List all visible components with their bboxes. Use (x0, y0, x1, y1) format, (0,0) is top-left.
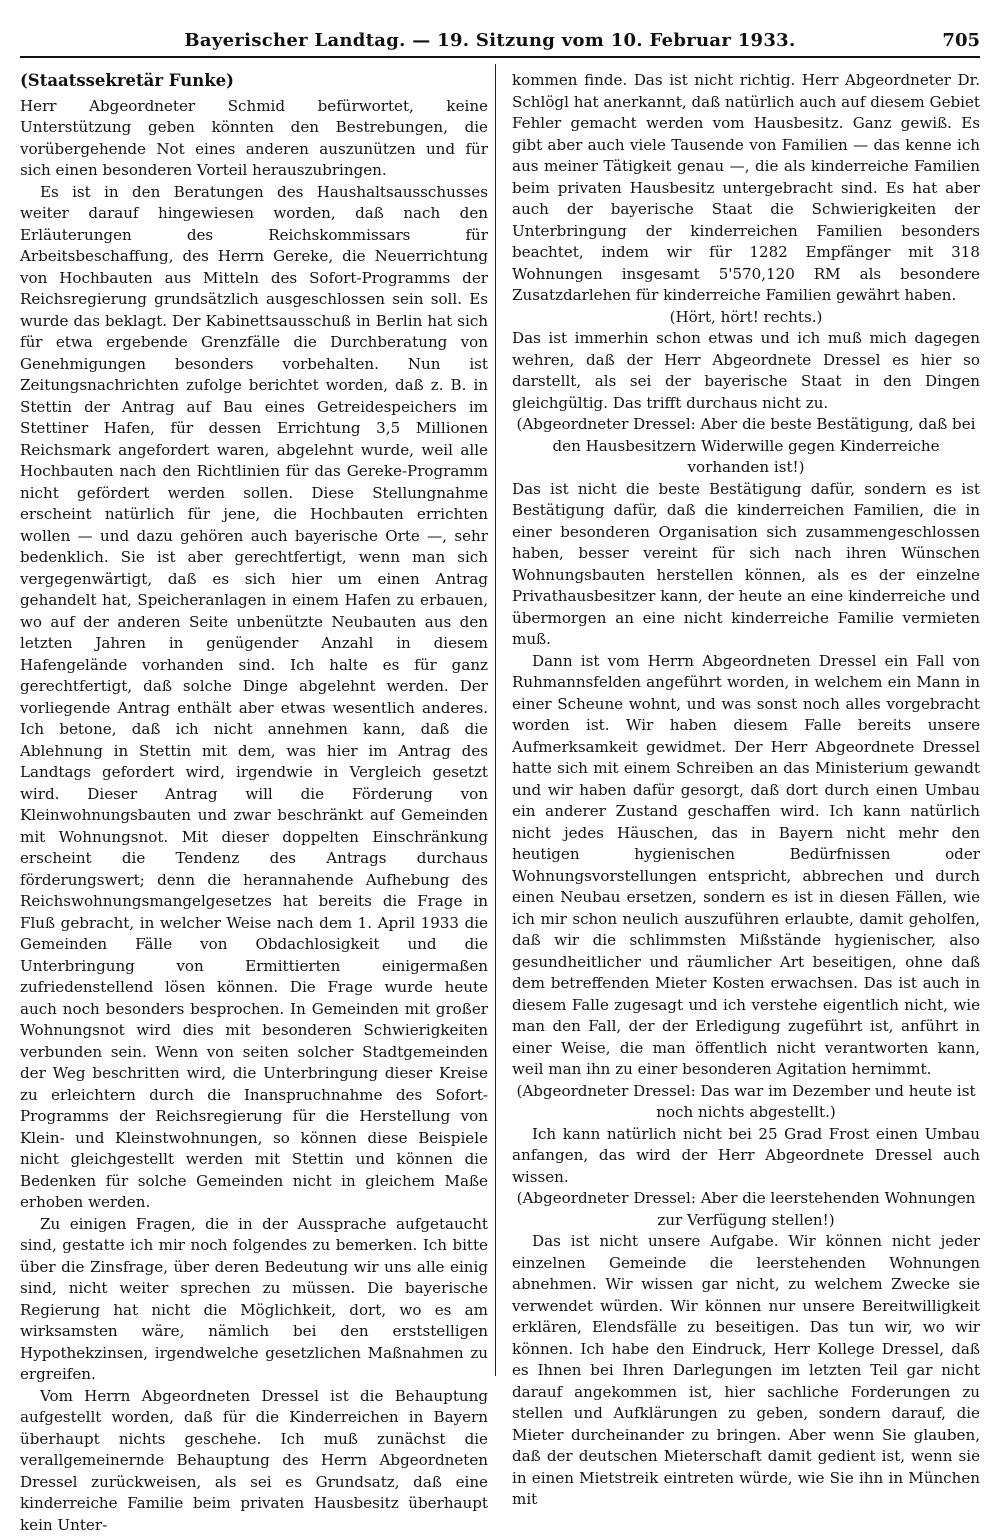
paragraph: Das ist nicht unsere Aufgabe. Wir können nicht jeder einzelnen Gemeinde die leerstehenden Wohnungen abnehmen. Wir wissen gar nicht, zu welchem Zwecke sie verwendet würden. Wir können nur unsere Bereitwilligkeit erklären, Elendsfälle zu beseitigen. Das tun wir, wo wir können. Ich habe den Eindruck, Herr Kollege Dressel, daß es Ihnen bei Ihren Darlegungen im letzten Teil gar nicht darauf angekommen ist, hier sachliche Forderungen zu stellen und Aufklärungen zu geben, sondern darauf, die Mieter durcheinander zu bringen. Aber wenn Sie glauben, daß der deutschen Mieterschaft damit gedient ist, wenn sie in einen Mietstreik eintreten würde, wie Sie ihn in München mit (512, 1231, 980, 1511)
page-number: 705 (942, 30, 980, 51)
paragraph: kommen finde. Das ist nicht richtig. Herr Abgeordneter Dr. Schlögl hat anerkannt, daß natürlich auch auf diesem Gebiet Fehler gemacht werden vom Hausbesitz. Ganz gewiß. Es gibt aber auch viele Tausende von Familien — das kenne ich aus meiner Tätigkeit genau —, die als kinderreiche Familien beim privaten Hausbesitz untergebracht sind. Es hat aber auch der bayerische Staat die Schwierigkeiten der Unterbringung der kinderreichen Familien besonders beachtet, indem wir für 1282 Empfänger mit 318 Wohnungen insgesamt 5'570,120 RM als besondere Zusatzdarlehen für kinderreiche Familien gewährt haben. (512, 70, 980, 307)
running-head: Bayerischer Landtag. — 19. Sitzung vom 10. Februar 1933. (20, 30, 960, 51)
page-header (20, 30, 960, 56)
interjection: (Abgeordneter Dressel: Aber die beste Bestätigung, daß bei den Hausbesitzern Widerwille gegen Kinderreiche vorhanden ist!) (512, 414, 980, 479)
paragraph: Das ist nicht die beste Bestätigung dafür, sondern es ist Bestätigung dafür, daß die kinderreichen Familien, die in einer besonderen Organisation sich zusammengeschlossen haben, besser vereint für sich nach ihren Wünschen Wohnungsbauten herstellen können, als es der einzelne Privathausbesitzer kann, der heute an eine kinderreiche und übermorgen an eine nicht kinderreiche Familie vermieten muß. (512, 479, 980, 651)
paragraph: Es ist in den Beratungen des Haushaltsausschusses weiter darauf hingewiesen worden, daß nach den Erläuterungen des Reichskommissars für Arbeitsbeschaffung, des Herrn Gereke, die Neuerrichtung von Hochbauten aus Mitteln des Sofort-Programms der Reichsregierung grundsätzlich ausgeschlossen sein soll. Es wurde das beklagt. Der Kabinettsausschuß in Berlin hat sich für etwa ergebende Grenzfälle die Durchberatung von Genehmigungen besonders vorbehalten. Nun ist Zeitungsnachrichten zufolge berichtet worden, daß z. B. in Stettin der Antrag auf Bau eines Getreidespeichers im Stettiner Hafen, für dessen Errichtung 3,5 Millionen Reichsmark angefordert waren, abgelehnt wurde, weil alle Hochbauten nach den Richtlinien für das Gereke-Programm nicht gefördert werden sollen. Diese Stellungnahme erscheint natürlich für jene, die Hochbauten errichten wollen — und dazu gehören auch bayerische Orte —, sehr bedenklich. Sie ist aber gerechtfertigt, wenn man sich vergegenwärtigt, daß es sich hier um einen Antrag gehandelt hat, Speicheranlagen in einem Hafen zu erbauen, wo auf der anderen Seite unbenützte Neubauten aus den letzten Jahren in genügender Anzahl in diesem Hafengelände vorhanden sind. Ich halte es für ganz gerechtfertigt, daß solche Dinge abgelehnt werden. Der vorliegende Antrag enthält aber etwas wesentlich anderes. Ich betone, daß ich nicht annehmen kann, daß die Ablehnung in Stettin mit dem, was hier im Antrag des Landtags gefordert wird, irgendwie in Vergleich gesetzt wird. Dieser Antrag will die Förderung von Kleinwohnungsbauten und zwar beschränkt auf Gemeinden mit Wohnungsnot. Mit dieser doppelten Einschränkung erscheint die Tendenz des Antrags durchaus förderungswert; denn die herannahende Aufhebung des Reichswohnungsmangelgesetzes hat bereits die Frage in Fluß gebracht, in welcher Weise nach dem 1. April 1933 die Gemeinden Fälle von Obdachlosigkeit und die Unterbringung von Ermittierten einigermaßen zufriedenstellend lösen können. Die Frage wurde heute auch noch besonders besprochen. In Gemeinden mit großer Wohnungsnot wird dies mit besonderen Schwierigkeiten verbunden sein. Wenn von seiten solcher Stadtgemeinden der Weg beschritten wird, die Unterbringung dieser Kreise zu erleichtern durch die Inanspruchnahme des Sofort-Programms der Reichsregierung für die Herstellung von Klein- und Kleinstwohnungen, so können diese Beispiele nicht gleichgestellt werden mit Stettin und können die Bedenken für solche Gemeinden nicht in gleichem Maße erhoben werden. (20, 182, 488, 1214)
paragraph: Zu einigen Fragen, die in der Aussprache aufgetaucht sind, gestatte ich mir noch folgendes zu bemerken. Ich bitte über die Zinsfrage, über deren Bedeutung wir uns alle einig sind, nicht weiter sprechen zu müssen. Die bayerische Regierung hat nicht die Möglichkeit, dort, wo es am wirksamsten wäre, nämlich bei den erststelligen Hypothekzinsen, irgendwelche gesetzlichen Maßnahmen zu ergreifen. (20, 1214, 488, 1386)
column-divider (495, 64, 496, 1376)
paragraph: Das ist immerhin schon etwas und ich muß mich dagegen wehren, daß der Herr Abgeordnete Dressel es hier so darstellt, als sei der bayerische Staat in den Dingen gleichgültig. Das trifft durchaus nicht zu. (512, 328, 980, 414)
speaker-label: (Staatssekretär Funke) (20, 70, 488, 92)
paragraph: Herr Abgeordneter Schmid befürwortet, keine Unterstützung geben könnten den Bestrebungen, die vorübergehende Not eines anderen auszunützen und für sich einen besonderen Vorteil herauszubringen. (20, 96, 488, 182)
paragraph: Ich kann natürlich nicht bei 25 Grad Frost einen Umbau anfangen, das wird der Herr Abgeordnete Dressel auch wissen. (512, 1124, 980, 1189)
right-column (512, 70, 980, 1511)
interjection: (Abgeordneter Dressel: Aber die leerstehenden Wohnungen zur Verfügung stellen!) (512, 1188, 980, 1231)
interjection: (Abgeordneter Dressel: Das war im Dezember und heute ist noch nichts abgestellt.) (512, 1081, 980, 1124)
header-rule (20, 56, 980, 58)
left-column (20, 70, 488, 1536)
paragraph: Dann ist vom Herrn Abgeordneten Dressel ein Fall von Ruhmannsfelden angeführt worden, in welchem ein Mann in einer Scheune wohnt, und was sonst noch alles vorgebracht worden ist. Wir haben diesem Falle bereits unsere Aufmerksamkeit gewidmet. Der Herr Abgeordnete Dressel hatte sich mit einem Schreiben an das Ministerium gewandt und wir haben dafür gesorgt, daß dort durch einen Umbau ein anderer Zustand geschaffen wird. Ich kann natürlich nicht jedes Häuschen, das in Bayern nicht mehr den heutigen hygienischen Bedürfnissen oder Wohnungsvorstellungen entspricht, abbrechen und durch einen Neubau ersetzen, sondern es ist in diesen Fällen, wie ich mir schon neulich auszuführen erlaubte, damit geholfen, daß wir die schlimmsten Mißstände hygienischer, also gesundheitlicher und räumlicher Art beseitigen, ohne daß dem betreffenden Mieter Kosten erwachsen. Das ist auch in diesem Falle zugesagt und ich verstehe eigentlich nicht, wie man den Fall, der der Erledigung zugeführt ist, anführt in einer Weise, die man öffentlich nicht verantworten kann, weil man ihn zu einer besonderen Agitation hernimmt. (512, 651, 980, 1081)
interjection: (Hört, hört! rechts.) (512, 307, 980, 329)
paragraph: Vom Herrn Abgeordneten Dressel ist die Behauptung aufgestellt worden, daß für die Kinderreichen in Bayern überhaupt nichts geschehe. Ich muß zunächst die verallgemeinernde Behauptung des Herrn Abgeordneten Dressel zurückweisen, als sei es Grundsatz, daß eine kinderreiche Familie beim privaten Hausbesitz überhaupt kein Unter- (20, 1386, 488, 1536)
